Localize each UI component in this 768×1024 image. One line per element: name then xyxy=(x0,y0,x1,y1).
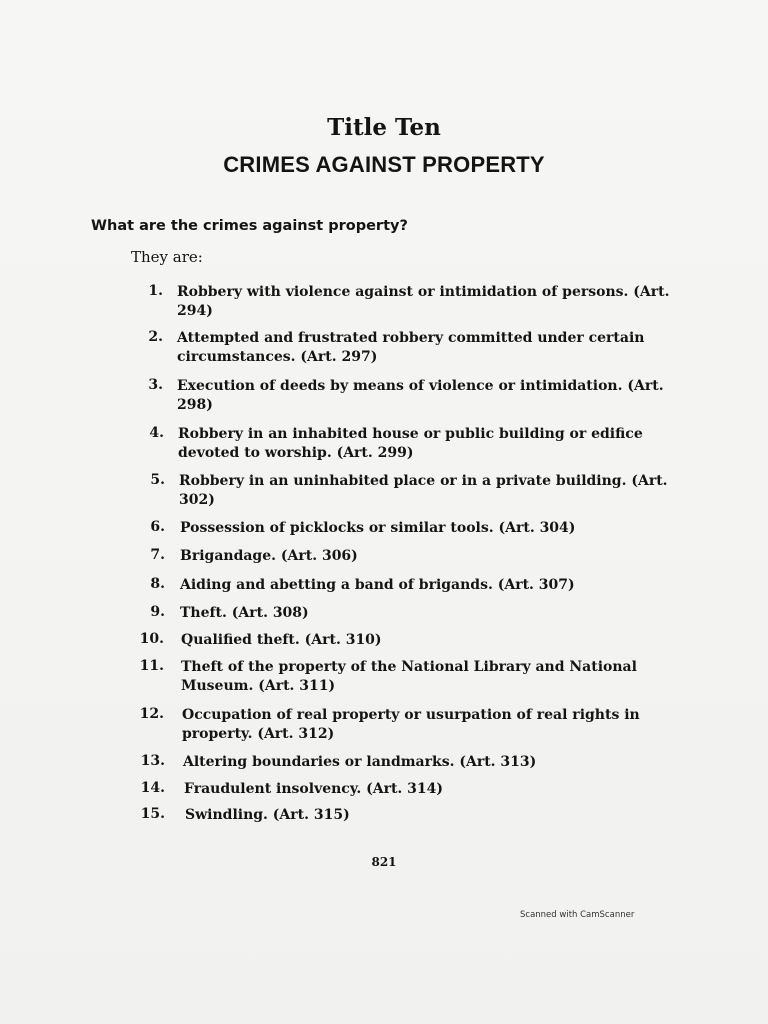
item-number: 14. xyxy=(140,780,165,796)
item-number: 1. xyxy=(148,283,163,299)
section-question: What are the crimes against property? xyxy=(91,218,408,234)
page-number: 821 xyxy=(371,855,397,869)
item-text: Robbery in an inhabited house or public building or edifice devoted to worship. (Art. 299) xyxy=(178,426,643,461)
item-number: 2. xyxy=(148,329,163,345)
item-text: Altering boundaries or landmarks. (Art. 313) xyxy=(183,754,537,770)
item-number: 15. xyxy=(140,806,165,822)
item-number: 11. xyxy=(139,658,164,674)
item-number: 5. xyxy=(150,472,165,488)
item-number: 12. xyxy=(139,706,164,722)
lead-text: They are: xyxy=(131,248,203,266)
item-text: Aiding and abetting a band of brigands. (Art. 307) xyxy=(180,577,575,593)
item-text: Qualified theft. (Art. 310) xyxy=(181,632,382,648)
item-text: Possession of picklocks or similar tools. (Art. 304) xyxy=(180,520,576,536)
item-number: 13. xyxy=(140,753,165,769)
item-text: Swindling. (Art. 315) xyxy=(185,807,350,823)
item-text: Robbery in an uninhabited place or in a private building. (Art. 302) xyxy=(179,473,668,508)
item-number: 4. xyxy=(149,425,164,441)
chapter-title: Title Ten xyxy=(327,114,441,141)
item-text: Theft. (Art. 308) xyxy=(180,605,309,621)
item-text: Occupation of real property or usurpation of real rights in property. (Art. 312) xyxy=(182,707,640,742)
scanner-watermark: Scanned with CamScanner xyxy=(520,910,635,920)
item-text: Fraudulent insolvency. (Art. 314) xyxy=(184,781,444,797)
item-number: 3. xyxy=(148,377,163,393)
chapter-subtitle: CRIMES AGAINST PROPERTY xyxy=(223,152,545,177)
item-text: Robbery with violence against or intimidation of persons. (Art. 294) xyxy=(177,284,670,319)
item-number: 7. xyxy=(150,547,165,563)
item-number: 10. xyxy=(139,631,164,647)
item-number: 6. xyxy=(150,519,165,535)
item-text: Theft of the property of the National Library and National Museum. (Art. 311) xyxy=(181,659,637,694)
item-number: 8. xyxy=(150,576,165,592)
item-text: Execution of deeds by means of violence or intimidation. (Art. 298) xyxy=(177,378,664,413)
item-text: Attempted and frustrated robbery committed under certain circumstances. (Art. 297) xyxy=(177,330,645,365)
item-text: Brigandage. (Art. 306) xyxy=(180,548,358,564)
item-number: 9. xyxy=(150,604,165,620)
